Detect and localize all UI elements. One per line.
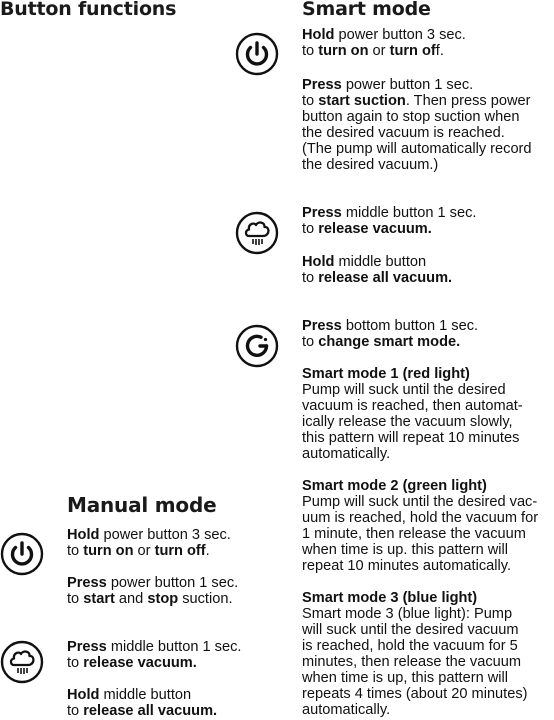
smart-mode-3-text: Smart mode 3 (blue light) Smart mode 3 (blue light): Pump will suck until the desired vacuum is reached, hold the vacuum for 5 minutes, then release the vacuum when time is up, this pattern will repeats 4 times (about 20 minutes) automatically. [302, 590, 528, 718]
smart-middle-hold-text: Hold middle button to release all vacuum. [302, 254, 453, 286]
release-vacuum-icon [0, 640, 44, 684]
power-icon [0, 532, 44, 576]
smart-mode-1-text: Smart mode 1 (red light) Pump will suck until the desired vacuum is reached, then automat- ically release the vacuum slowly, this pattern will repeat 10 minutes automatically. [302, 366, 523, 462]
button-functions-heading: Button functions [0, 0, 177, 20]
release-vacuum-icon [235, 211, 279, 255]
manual-power-press-text: Press power button 1 sec. to start and stop suction. [67, 575, 239, 607]
manual-middle-press-text: Press middle button 1 sec. to release vacuum. [67, 639, 242, 671]
power-icon [235, 32, 279, 76]
smart-power-press-text: Press power button 1 sec. to start suction. Then press power button again to stop suction when the desired vacuum is reached. (The pump will automatically record the desired vacuum.) [302, 77, 532, 173]
smart-mode-2-text: Smart mode 2 (green light) Pump will suck until the desired vac- uum is reached, hold the vacuum for 1 minute, then release the vacuum when time is up. this pattern will repeat 10 minutes automatically. [302, 478, 539, 574]
smart-mode-heading: Smart mode [302, 0, 431, 20]
smart-bottom-press-text: Press bottom button 1 sec. to change smart mode. [302, 318, 479, 350]
smart-middle-press-text: Press middle button 1 sec. to release vacuum. [302, 205, 477, 237]
manual-power-hold-text: Hold power button 3 sec. to turn on or turn off. [67, 527, 231, 559]
mode-switch-icon [235, 324, 279, 368]
smart-power-hold-text: Hold power button 3 sec. to turn on or turn off. [302, 27, 466, 59]
manual-middle-hold-text: Hold middle button to release all vacuum. [67, 687, 218, 719]
manual-mode-heading: Manual mode [67, 493, 217, 517]
